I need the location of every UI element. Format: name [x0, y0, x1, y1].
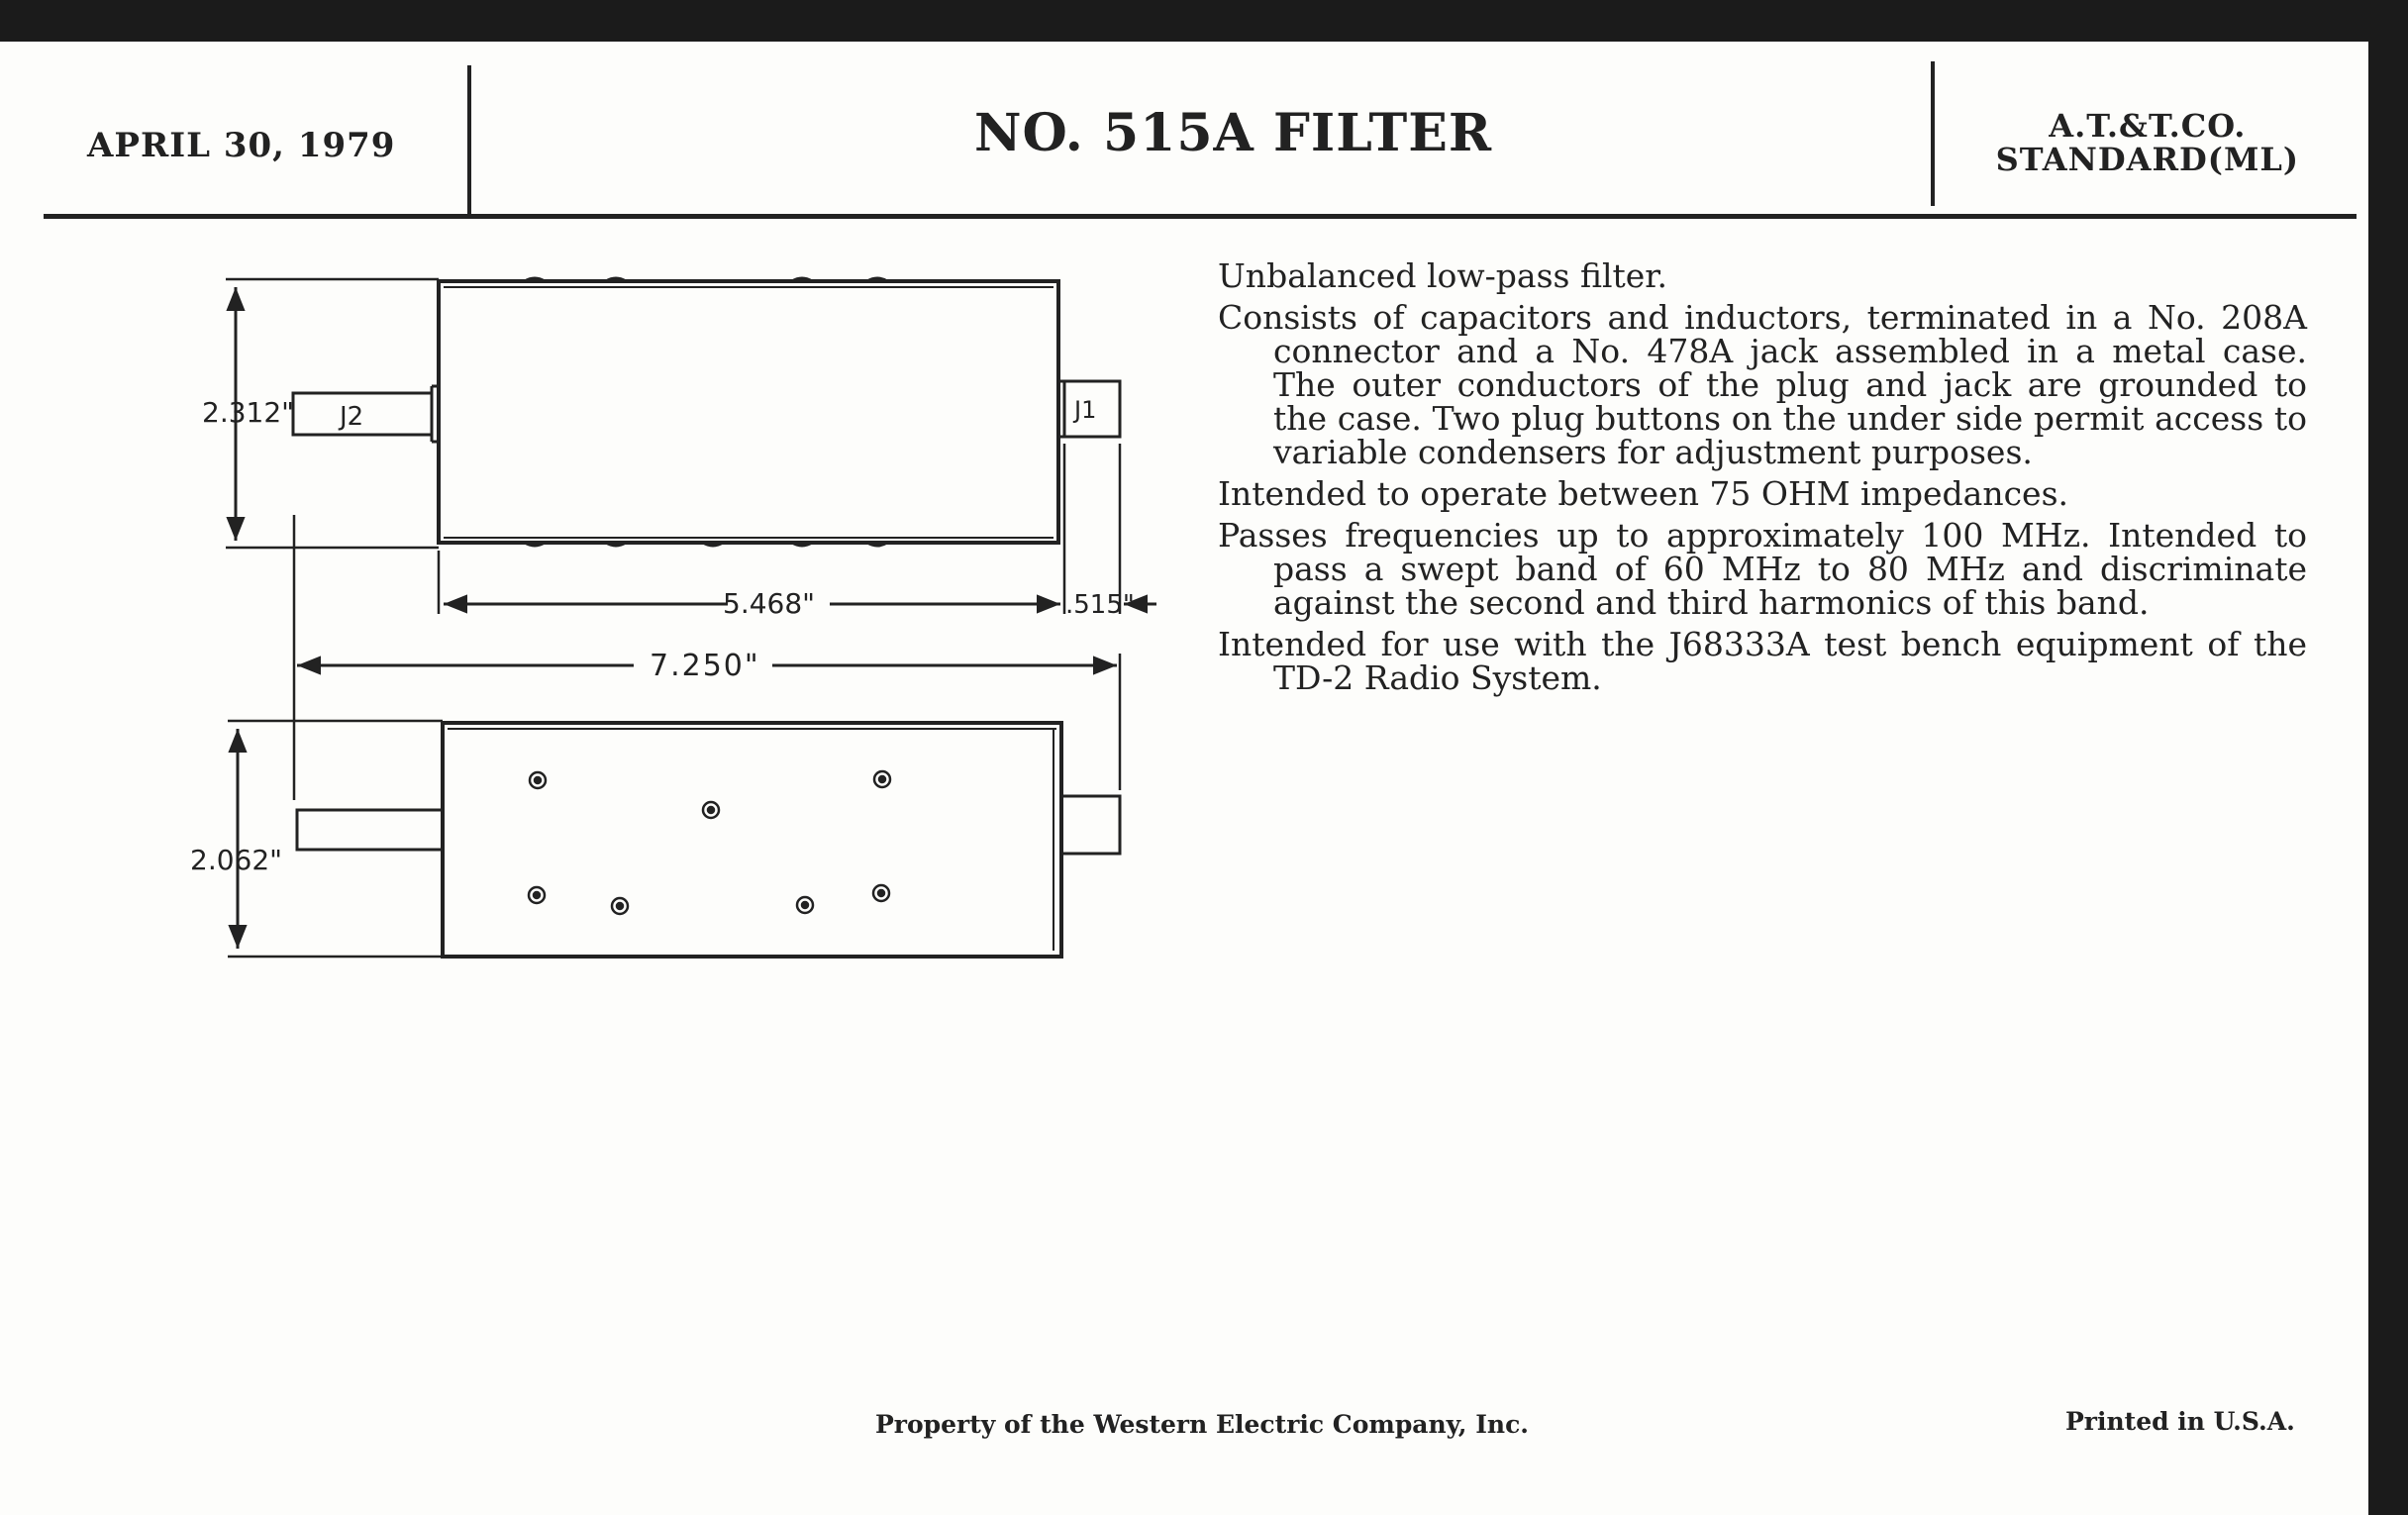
description-paragraph: Passes frequencies up to approximately 100 MHz. Intended to pass a swept band of 60 MHz to 80 MHz and discriminate against the second and third harmonics of this band.	[1218, 516, 2307, 622]
standard-line-2: STANDARD(ML)	[1995, 141, 2299, 178]
screws	[529, 771, 890, 914]
description-paragraph: Consists of capacitors and inductors, terminated in a No. 208A connector and a No. 478A jack assembled in a metal case. The outer conductors of the plug and jack are grounded to the case. Two plug buttons on the under side permit access to variable condensers for adjustment purposes.	[1218, 298, 2307, 471]
side-height-label: 2.062"	[190, 844, 283, 876]
body-length-label: 5.468"	[723, 587, 816, 620]
side-view-body	[443, 723, 1061, 957]
connector-length-label: .515"	[1065, 590, 1135, 620]
standard-line-1: A.T.&T.CO.	[2049, 107, 2247, 145]
j2-label: J2	[340, 402, 364, 432]
page-title: NO. 515A FILTER	[974, 103, 1493, 163]
top-view-body	[439, 281, 1058, 543]
side-left-connector	[297, 810, 443, 850]
printed-notice: Printed in U.S.A.	[2065, 1407, 2295, 1436]
side-view	[228, 515, 1120, 957]
j1-label: J1	[1074, 396, 1097, 424]
issue-date: APRIL 30, 1979	[87, 126, 396, 165]
top-view	[226, 278, 1156, 614]
description-paragraph: Intended for use with the J68333A test bench equipment of the TD-2 Radio System.	[1218, 625, 2307, 697]
description-paragraph: Intended to operate between 75 OHM impedances.	[1218, 474, 2069, 513]
overall-length-label: 7.250"	[650, 649, 760, 683]
description-paragraph: Unbalanced low-pass filter.	[1218, 256, 1667, 295]
property-notice: Property of the Western Electric Company, Inc.	[875, 1410, 1530, 1439]
side-right-connector	[1061, 796, 1120, 854]
description	[1218, 256, 2307, 703]
top-height-label: 2.312"	[202, 396, 295, 429]
